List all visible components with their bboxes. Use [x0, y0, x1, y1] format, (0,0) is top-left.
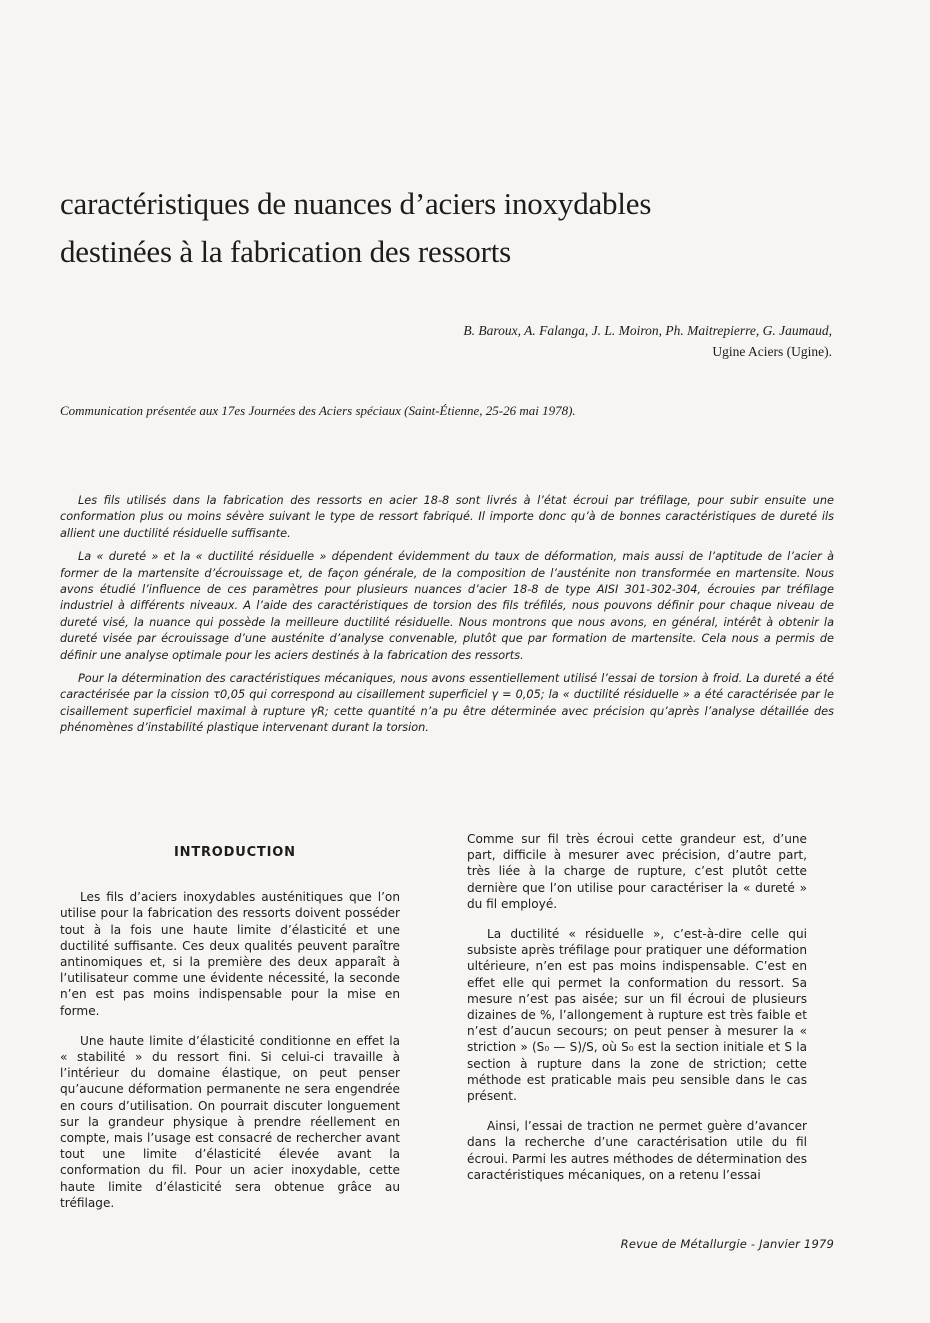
journal-footer: Revue de Métallurgie - Janvier 1979: [620, 1237, 834, 1251]
abstract-paragraph: Les fils utilisés dans la fabrication des ressorts en acier 18-8 sont livrés à l’état écroui par tréfilage, pour subir ensuite une conformation plus ou moins sévère suivant le type de ressort fabriqué. Il importe donc qu’à de bonnes caractéristiques de dureté ils allient une ductilité résiduelle suffisante.: [60, 494, 834, 540]
body-paragraph: La ductilité « résiduelle », c’est-à-dire celle qui subsiste après tréfilage pour pratiquer une déformation ultérieure, n’en est pas moins indispensable. C’est en effet elle qui permet la conformation du ressort. Sa mesure n’est pas aisée; sur un fil écroui de plusieurs dizaines de %, l’allongement à rupture est très faible et n’est d’aucun secours; on peut penser à mesurer la « striction » (S₀ — S)/S, où S₀ est la section initiale et S la section à rupture dans la zone de striction; cette méthode est praticable mais peu sensible dans le cas présent.: [467, 927, 807, 1104]
right-column: [467, 831, 807, 1197]
body-paragraph: Ainsi, l’essai de traction ne permet guère d’avancer dans la recherche d’une caractérisation utile du fil écroui. Parmi les autres méthodes de détermination des caractéristiques mécaniques, on a retenu l’essai: [467, 1119, 807, 1182]
author-names: B. Baroux, A. Falanga, J. L. Moiron, Ph. Maitrepierre, G. Jaumaud,: [463, 323, 832, 338]
section-heading: INTRODUCTION: [174, 845, 296, 860]
affiliation: Ugine Aciers (Ugine).: [712, 344, 832, 359]
communication-note: Communication présentée aux 17es Journées des Aciers spéciaux (Saint-Étienne, 25-26 mai 1978).: [60, 403, 576, 418]
body-paragraph: Comme sur fil très écroui cette grandeur est, d’une part, difficile à mesurer avec précision, d’autre part, très liée à la charge de rupture, c’est plutôt cette dernière que l’on utilise pour caractériser la « dureté » du fil employé.: [467, 832, 807, 911]
left-column: [60, 845, 400, 1225]
abstract-paragraph: La « dureté » et la « ductilité résiduelle » dépendent évidemment du taux de déformation, mais aussi de l’aptitude de l’acier à former de la martensite d’écrouissage et, de façon générale, de la composition de l’austénite non transformée en martensite. Nous avons étudié l’influence de ces paramètres pour plusieurs nuances d’acier 18-8 de type AISI 301-302-304, écrouies par tréfilage industriel à différents niveaux. A l’aide des caractéristiques de torsion des fils tréfilés, nous pouvons définir pour chaque niveau de dureté visé, la nuance qui possède la meilleure ductilité résiduelle. Nous montrons que nous avons, en général, intérêt à obtenir la dureté visée par écrouissage d’une austénite d’analyse convenable, plutôt que par formation de martensite. Cela nous a permis de définir une analyse optimale pour les aciers destinés à la fabrication des ressorts.: [60, 550, 834, 662]
author-block: [340, 320, 832, 362]
title-line-2: destinées à la fabrication des ressorts: [60, 234, 512, 269]
article-title: [60, 180, 820, 276]
body-paragraph: Une haute limite d’élasticité conditionne en effet la « stabilité » du ressort fini. Si celui-ci travaille à l’intérieur du domaine élastique, on peut penser qu’aucune déformation permanente ne sera engendrée en cours d’utilisation. On pourrait discuter longuement sur la grandeur physique à prendre réellement en compte, mais l’usage est consacré de rechercher avant tout une limite d’élasticité élevée avant la conformation du fil. Pour un acier inoxydable, cette haute limite d’élasticité sera obtenue grâce au tréfilage.: [60, 1033, 400, 1210]
abstract: [60, 493, 834, 744]
abstract-paragraph: Pour la détermination des caractéristiques mécaniques, nous avons essentiellement utilisé l’essai de torsion à froid. La dureté a été caractérisée par la cission τ0,05 qui correspond au cisaillement superficiel γ = 0,05; la « ductilité résiduelle » a été caractérisée par le cisaillement superficiel maximal à rupture γR; cette quantité n’a pu être déterminée avec précision qu’après l’analyse détaillée des phénomènes d’instabilité plastique intervenant durant la torsion.: [60, 672, 834, 735]
title-line-1: caractéristiques de nuances d’aciers inoxydables: [60, 186, 652, 221]
body-paragraph: Les fils d’aciers inoxydables austénitiques que l’on utilise pour la fabrication des ressorts doivent posséder tout à la fois une haute limite d’élasticité et une ductilité suffisante. Ces deux qualités peuvent paraître antinomiques et, si la première des deux apparaît à l’utilisateur comme une évidente nécessité, la seconde n’en est pas moins indispensable pour la mise en forme.: [60, 890, 400, 1018]
